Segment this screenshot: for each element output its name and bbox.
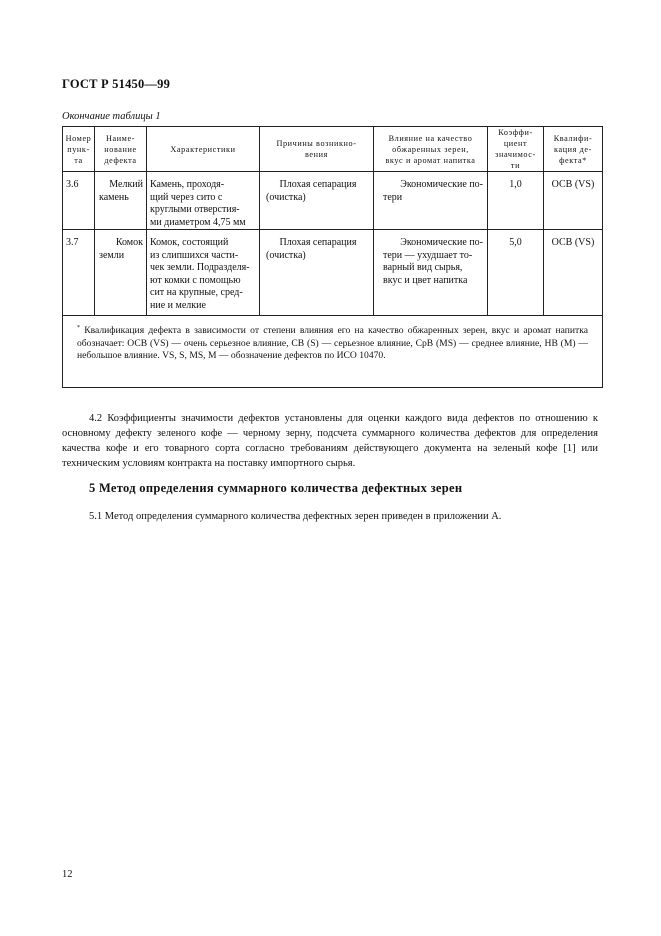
row-cause: Плохая сепарация (очистка) [260,230,374,316]
paragraph-4-2: 4.2 Коэффициенты значимости дефектов установлены для оценки каждого вида дефектов по отношению к основному дефекту зеленого кофе — черному зерну, подсчета суммарного количества дефектов для определения качества кофе и его товарного сорта согласно требованиям действующего документа на зеленый кофе [1] или техническим условиям контракта на поставку импортного сырья. [62,413,598,469]
header-label-line: Квалифи- [553,133,593,143]
header-label-line: дефекта [104,155,137,165]
table-footnote-row [63,316,603,388]
row-influence: Экономические по- тери — ухудшает то- варный вид сырья, вкус и цвет напитка [374,230,488,316]
row-defect-name: Комок земли [95,230,147,316]
table-caption: Окончание таблицы 1 [62,111,161,122]
header-label-line: значимос- [495,150,536,159]
row-coefficient: 5,0 [488,230,544,316]
header-causes [260,127,374,172]
row-qualification: ОСВ (VS) [544,230,603,316]
defects-table [62,126,603,388]
header-label-line: пунк- [67,144,90,154]
row-characteristics: Камень, проходя- щий через сито с круглыми отверстия- ми диаметром 4,75 мм [147,172,260,230]
header-label-line: циент [503,139,528,148]
row-cause: Плохая сепарация (очистка) [260,172,374,230]
table-row [63,172,603,230]
table-row [63,230,603,316]
page-number: 12 [62,869,73,880]
footnote-text: Квалификация дефекта в зависимости от степени влияния его на качество обжаренных зерен, вкус и аромат напитка обозначает: ОСВ (VS) — очень серьезное влияние, СВ (S) — серьезное влияние, СрВ (MS) — среднее влияние, НВ (М) — небольшое влияние. VS, S, MS, М — обозначение дефектов по ИСО 10470. [77,325,589,362]
section-5-title: 5 Метод определения суммарного количества дефектных зерен [89,481,463,495]
header-influence [374,127,488,172]
header-label-line: ти [510,161,521,170]
row-coefficient: 1,0 [488,172,544,230]
header-name [95,127,147,172]
document-header: ГОСТ Р 51450—99 [62,77,171,91]
row-number: 3.6 [63,172,95,230]
header-label-line: Номер [65,133,92,143]
header-label-line: фекта* [559,155,587,165]
row-characteristics: Комок, состоящий из слипшихся части- чек земли. Подразделя- ют комки с помощью сит на крупные, сред- ние и мелкие [147,230,260,316]
table-header-row [63,127,603,172]
header-label-line: кация де- [554,144,592,154]
header-label-line: та [74,155,83,165]
paragraph-5-1: 5.1 Метод определения суммарного количества дефектных зерен приведен в приложении А. [89,511,502,522]
header-coefficient [488,127,544,172]
header-characteristics [147,127,260,172]
header-label-line: нование [104,144,137,154]
header-label-line: вения [305,150,328,159]
header-label-line: вкус и аромат напитка [385,155,476,165]
table-footnote [63,316,603,388]
header-label-line: Наиме- [105,133,136,143]
header-label-line: обжаренных зерен, [392,144,469,154]
header-number [63,127,95,172]
row-qualification: ОСВ (VS) [544,172,603,230]
header-qualification [544,127,603,172]
header-label-line: Характеристики [170,144,236,154]
row-number: 3.7 [63,230,95,316]
row-defect-name: Мелкий камень [95,172,147,230]
row-influence: Экономические по- тери [374,172,488,230]
header-label-line: Влияние на качество [388,133,473,143]
header-label-line: Коэффи- [498,128,533,137]
footnote-mark: * [77,325,80,331]
header-label-line: Причины возникно- [276,139,357,148]
